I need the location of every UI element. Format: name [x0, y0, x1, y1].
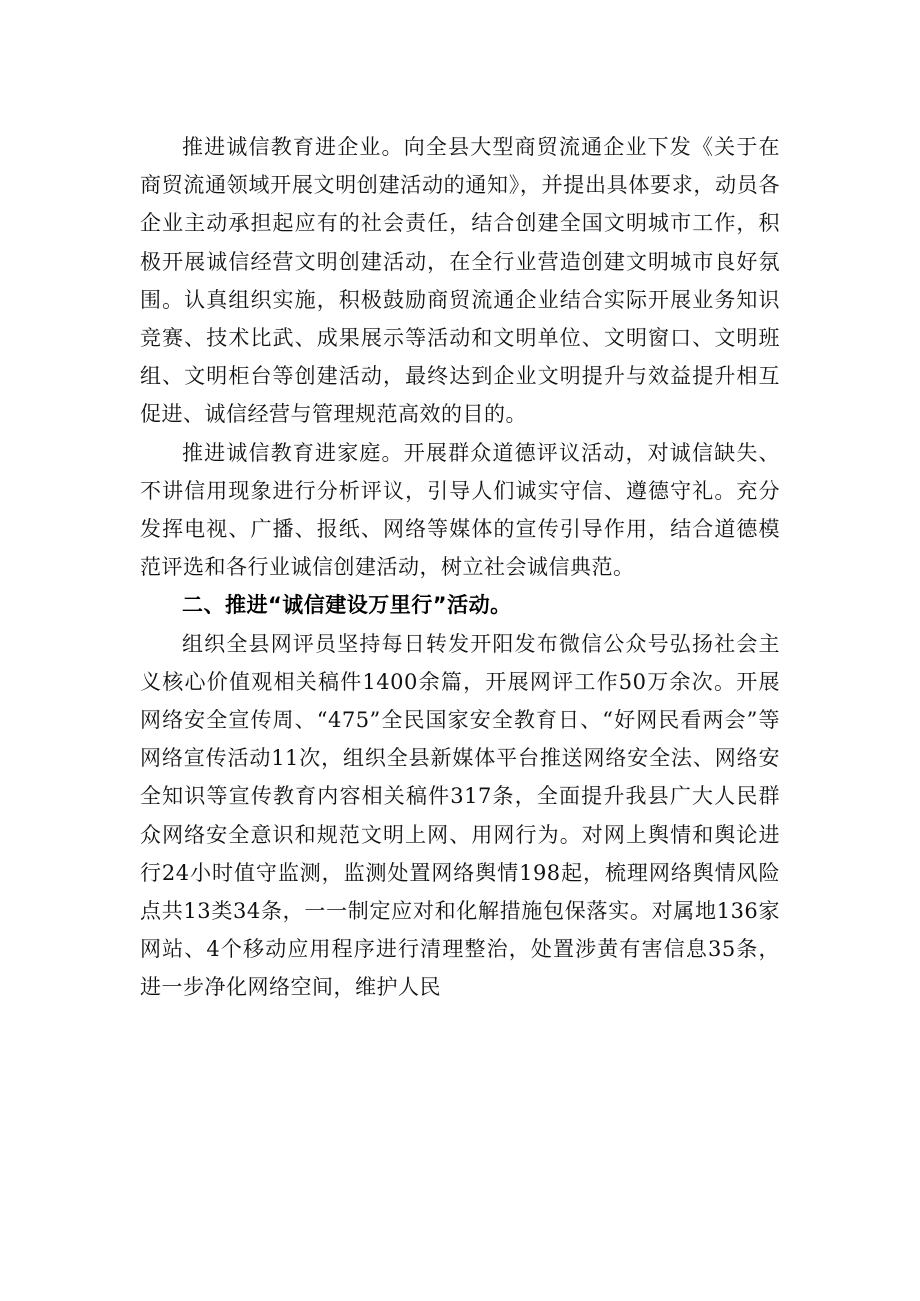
document-body [140, 128, 780, 1007]
paragraph-network-activities: 组织全县网评员坚持每日转发开阳发布微信公众号弘扬社会主义核心价值观相关稿件1400余篇，开展网评工作50万余次。开展网络安全宣传周、“475”全民国家安全教育日、“好网民看两会”等网络宣传活动11次，组织全县新媒体平台推送网络安全法、网络安全知识等宣传教育内容相关稿件317条，全面提升我县广大人民群众网络安全意识和规范文明上网、用网行为。对网上舆情和舆论进行24小时值守监测，监测处置网络舆情198起，梳理网络舆情风险点共13类34条，一一制定应对和化解措施包保落实。对属地136家网站、4个移动应用程序进行清理整治，处置涉黄有害信息35条，进一步净化网络空间，维护人民 [140, 631, 780, 1000]
section-heading-integrity-campaign: 二、推进“诚信建设万里行”活动。 [182, 593, 512, 618]
paragraph-enterprise-integrity: 推进诚信教育进企业。向全县大型商贸流通企业下发《关于在商贸流通领域开展文明创建活动的通知》，并提出具体要求，动员各企业主动承担起应有的社会责任，结合创建全国文明城市工作，积极开展诚信经营文明创建活动，在全行业营造创建文明城市良好氛围。认真组织实施，积极鼓励商贸流通企业结合实际开展业务知识竞赛、技术比武、成果展示等活动和文明单位、文明窗口、文明班组、文明柜台等创建活动，最终达到企业文明提升与效益提升相互促进、诚信经营与管理规范高效的目的。 [140, 135, 780, 427]
paragraph-family-integrity: 推进诚信教育进家庭。开展群众道德评议活动，对诚信缺失、不讲信用现象进行分析评议，引导人们诚实守信、遵德守礼。充分发挥电视、广播、报纸、网络等媒体的宣传引导作用，结合道德模范评选和各行业诚信创建活动，树立社会诚信典范。 [140, 440, 780, 580]
